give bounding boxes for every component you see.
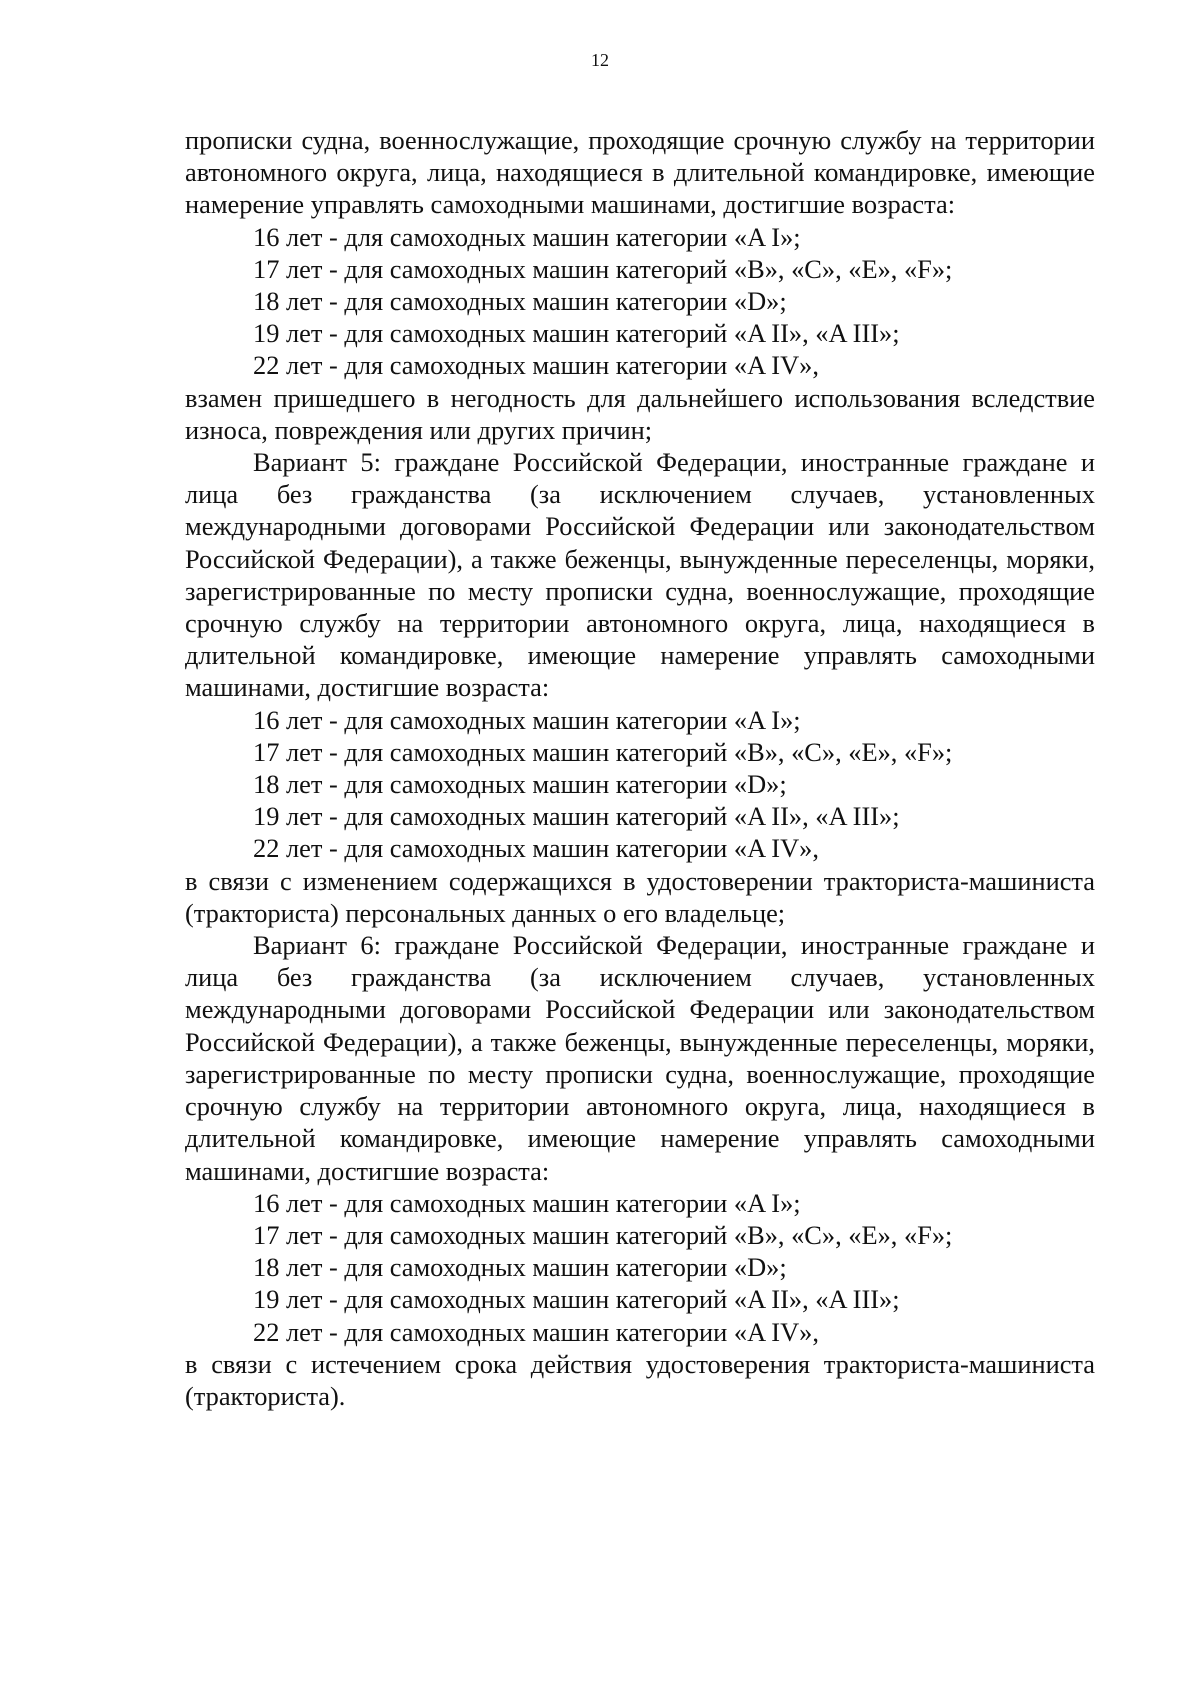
- age-category-item: 17 лет - для самоходных машин категорий «B», «C», «E», «F»;: [253, 736, 953, 767]
- age-category-item: 22 лет - для самоходных машин категории «A IV»,: [253, 1316, 819, 1347]
- age-category-item: 18 лет - для самоходных машин категории «D»;: [253, 769, 787, 800]
- variant-6-paragraph: Вариант 6: граждане Российской Федерации, иностранные граждане и лица без гражданства (за исключением случаев, установленных международными договорами Российской Федерации или законодательством Российской Федерации), а также беженцы, вынужденные переселенцы, моряки, зарегистрированные по месту прописки судна, военнослужащие, проходящие срочную службу на территории автономного округа, лица, находящиеся в длительной командировке, имеющие намерение управлять самоходными машинами, достигшие возраста:: [185, 930, 1095, 1186]
- age-category-item: 19 лет - для самоходных машин категорий «A II», «A III»;: [253, 318, 900, 349]
- age-category-item: 17 лет - для самоходных машин категорий «B», «C», «E», «F»;: [253, 1219, 953, 1250]
- age-category-item: 17 лет - для самоходных машин категорий «B», «C», «E», «F»;: [253, 253, 953, 284]
- age-category-item: 16 лет - для самоходных машин категории «A I»;: [253, 1187, 801, 1218]
- page-number: 12: [591, 50, 609, 70]
- age-category-item: 22 лет - для самоходных машин категории «A IV»,: [253, 350, 819, 381]
- paragraph-reason: в связи с изменением содержащихся в удостоверении тракториста-машиниста (тракториста) персональных данных о его владельце;: [185, 865, 1095, 928]
- age-category-item: 19 лет - для самоходных машин категорий «A II», «A III»;: [253, 801, 900, 832]
- age-category-item: 18 лет - для самоходных машин категории «D»;: [253, 286, 787, 317]
- variant-5-paragraph: Вариант 5: граждане Российской Федерации, иностранные граждане и лица без гражданства (за исключением случаев, установленных международными договорами Российской Федерации или законодательством Российской Федерации), а также беженцы, вынужденные переселенцы, моряки, зарегистрированные по месту прописки судна, военнослужащие, проходящие срочную службу на территории автономного округа, лица, находящиеся в длительной командировке, имеющие намерение управлять самоходными машинами, достигшие возраста:: [185, 447, 1095, 703]
- age-category-item: 16 лет - для самоходных машин категории «A I»;: [253, 704, 801, 735]
- age-category-item: 18 лет - для самоходных машин категории «D»;: [253, 1252, 787, 1283]
- age-category-item: 16 лет - для самоходных машин категории «A I»;: [253, 221, 801, 252]
- document-body: [185, 124, 1095, 1412]
- age-category-item: 19 лет - для самоходных машин категорий «A II», «A III»;: [253, 1284, 900, 1315]
- age-category-item: 22 лет - для самоходных машин категории «A IV»,: [253, 833, 819, 864]
- paragraph-reason: взамен пришедшего в негодность для дальнейшего использования вследствие износа, повреждения или других причин;: [185, 382, 1095, 445]
- paragraph-reason: в связи с истечением срока действия удостоверения тракториста-машиниста (тракториста).: [185, 1348, 1095, 1411]
- paragraph-continuation: прописки судна, военнослужащие, проходящие срочную службу на территории автономного округа, лица, находящиеся в длительной командировке, имеющие намерение управлять самоходными машинами, достигшие возраста:: [185, 125, 1095, 220]
